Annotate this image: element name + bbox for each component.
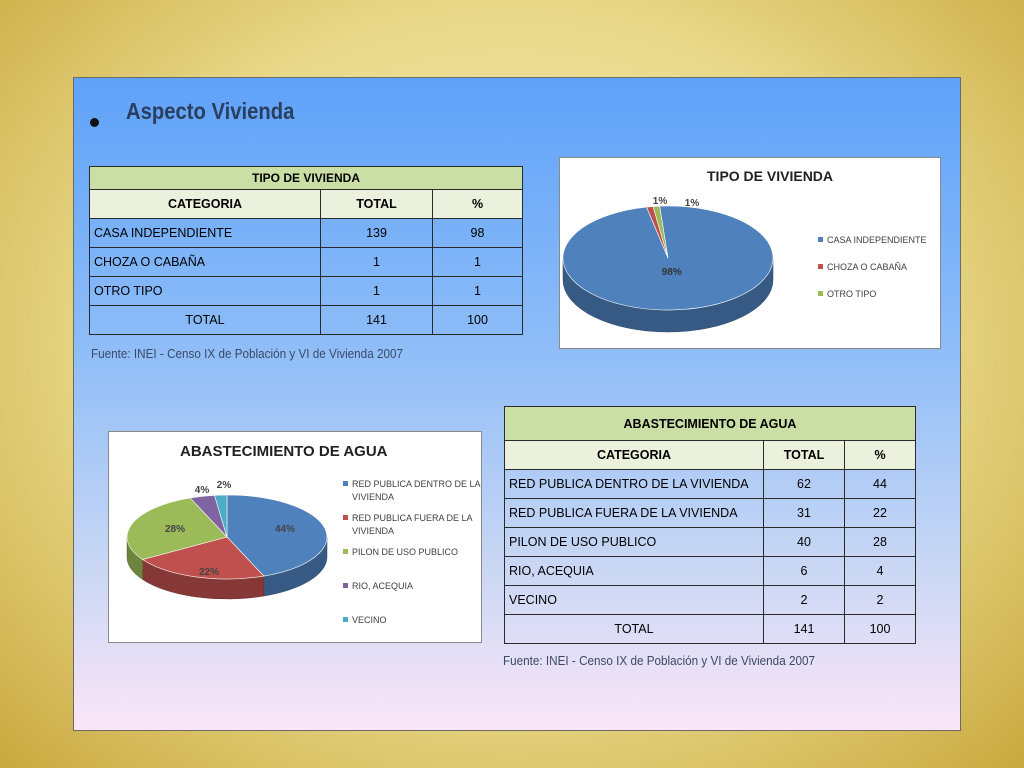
source-note: Fuente: INEI - Censo IX de Población y VI de Vivienda 2007 (503, 653, 815, 668)
bullet-icon (90, 118, 99, 127)
data-label: 2% (216, 480, 232, 491)
legend-swatch (818, 291, 823, 296)
pie-top (127, 495, 327, 579)
column-header: TOTAL (764, 441, 845, 470)
tipo-vivienda-table (89, 166, 523, 335)
cell: OTRO TIPO (90, 277, 321, 306)
cell: 1 (321, 277, 433, 306)
cell: 100 (845, 615, 916, 644)
table-row (505, 586, 916, 615)
legend-swatch (818, 237, 823, 242)
cell: 2 (845, 586, 916, 615)
data-label: 1% (652, 196, 668, 207)
column-header: % (845, 441, 916, 470)
data-label: 1% (684, 198, 700, 209)
cell: VECINO (505, 586, 764, 615)
cell: 1 (321, 248, 433, 277)
page-title: Aspecto Vivienda (126, 98, 295, 124)
chart-title: TIPO DE VIVIENDA (707, 168, 834, 184)
cell: 62 (764, 470, 845, 499)
legend-label: CASA INDEPENDIENTE (827, 235, 927, 245)
cell: 40 (764, 528, 845, 557)
legend-label: RED PUBLICA FUERA DE LA (352, 513, 473, 523)
cell: RED PUBLICA FUERA DE LA VIVIENDA (505, 499, 764, 528)
table-row (505, 470, 916, 499)
legend-label: OTRO TIPO (827, 289, 877, 299)
cell: 28 (845, 528, 916, 557)
legend-label: CHOZA O CABAÑA (827, 262, 908, 272)
total-row (90, 306, 523, 335)
chart-title: ABASTECIMIENTO DE AGUA (180, 443, 388, 460)
cell: TOTAL (505, 615, 764, 644)
legend-label: PILON DE USO PUBLICO (352, 547, 459, 557)
cell: 98 (433, 219, 523, 248)
abastecimiento-agua-table (504, 406, 916, 644)
cell: TOTAL (90, 306, 321, 335)
abastecimiento-agua-chart (108, 431, 482, 643)
cell: 4 (845, 557, 916, 586)
pie-chart-svg (109, 432, 483, 644)
cell: 31 (764, 499, 845, 528)
data-label: 22% (198, 567, 220, 578)
legend-label: VIVIENDA (352, 492, 395, 502)
source-note: Fuente: INEI - Censo IX de Población y VI de Vivienda 2007 (91, 346, 403, 361)
table-title: TIPO DE VIVIENDA (90, 167, 523, 190)
cell: 44 (845, 470, 916, 499)
column-header: % (433, 190, 523, 219)
table-row (505, 499, 916, 528)
cell: 141 (764, 615, 845, 644)
legend-swatch (343, 515, 348, 520)
column-header: TOTAL (321, 190, 433, 219)
legend-label: VIVIENDA (352, 526, 395, 536)
table-row (90, 219, 523, 248)
cell: 1 (433, 248, 523, 277)
data-label: 4% (194, 485, 210, 496)
cell: RED PUBLICA DENTRO DE LA VIVIENDA (505, 470, 764, 499)
cell: 141 (321, 306, 433, 335)
column-header: CATEGORIA (90, 190, 321, 219)
cell: PILON DE USO PUBLICO (505, 528, 764, 557)
pie-top (563, 206, 773, 310)
table-row (505, 528, 916, 557)
legend-swatch (818, 264, 823, 269)
tipo-vivienda-chart (559, 157, 941, 349)
data-label: 98% (661, 266, 682, 278)
table-row (505, 557, 916, 586)
cell: CHOZA O CABAÑA (90, 248, 321, 277)
column-header: CATEGORIA (505, 441, 764, 470)
legend-swatch (343, 583, 348, 588)
table-title: ABASTECIMIENTO DE AGUA (505, 407, 916, 441)
cell: 1 (433, 277, 523, 306)
data-label: 28% (164, 524, 186, 535)
legend-swatch (343, 549, 348, 554)
cell: CASA INDEPENDIENTE (90, 219, 321, 248)
legend-label: VECINO (352, 615, 387, 625)
pie-chart-svg (560, 158, 942, 350)
legend-swatch (343, 617, 348, 622)
cell: 2 (764, 586, 845, 615)
cell: 100 (433, 306, 523, 335)
legend-swatch (343, 481, 348, 486)
cell: 22 (845, 499, 916, 528)
cell: RIO, ACEQUIA (505, 557, 764, 586)
legend-label: RIO, ACEQUIA (352, 581, 414, 591)
legend-label: RED PUBLICA DENTRO DE LA (352, 479, 481, 489)
table-row (90, 248, 523, 277)
data-label: 44% (274, 524, 296, 535)
cell: 6 (764, 557, 845, 586)
total-row (505, 615, 916, 644)
cell: 139 (321, 219, 433, 248)
table-row (90, 277, 523, 306)
